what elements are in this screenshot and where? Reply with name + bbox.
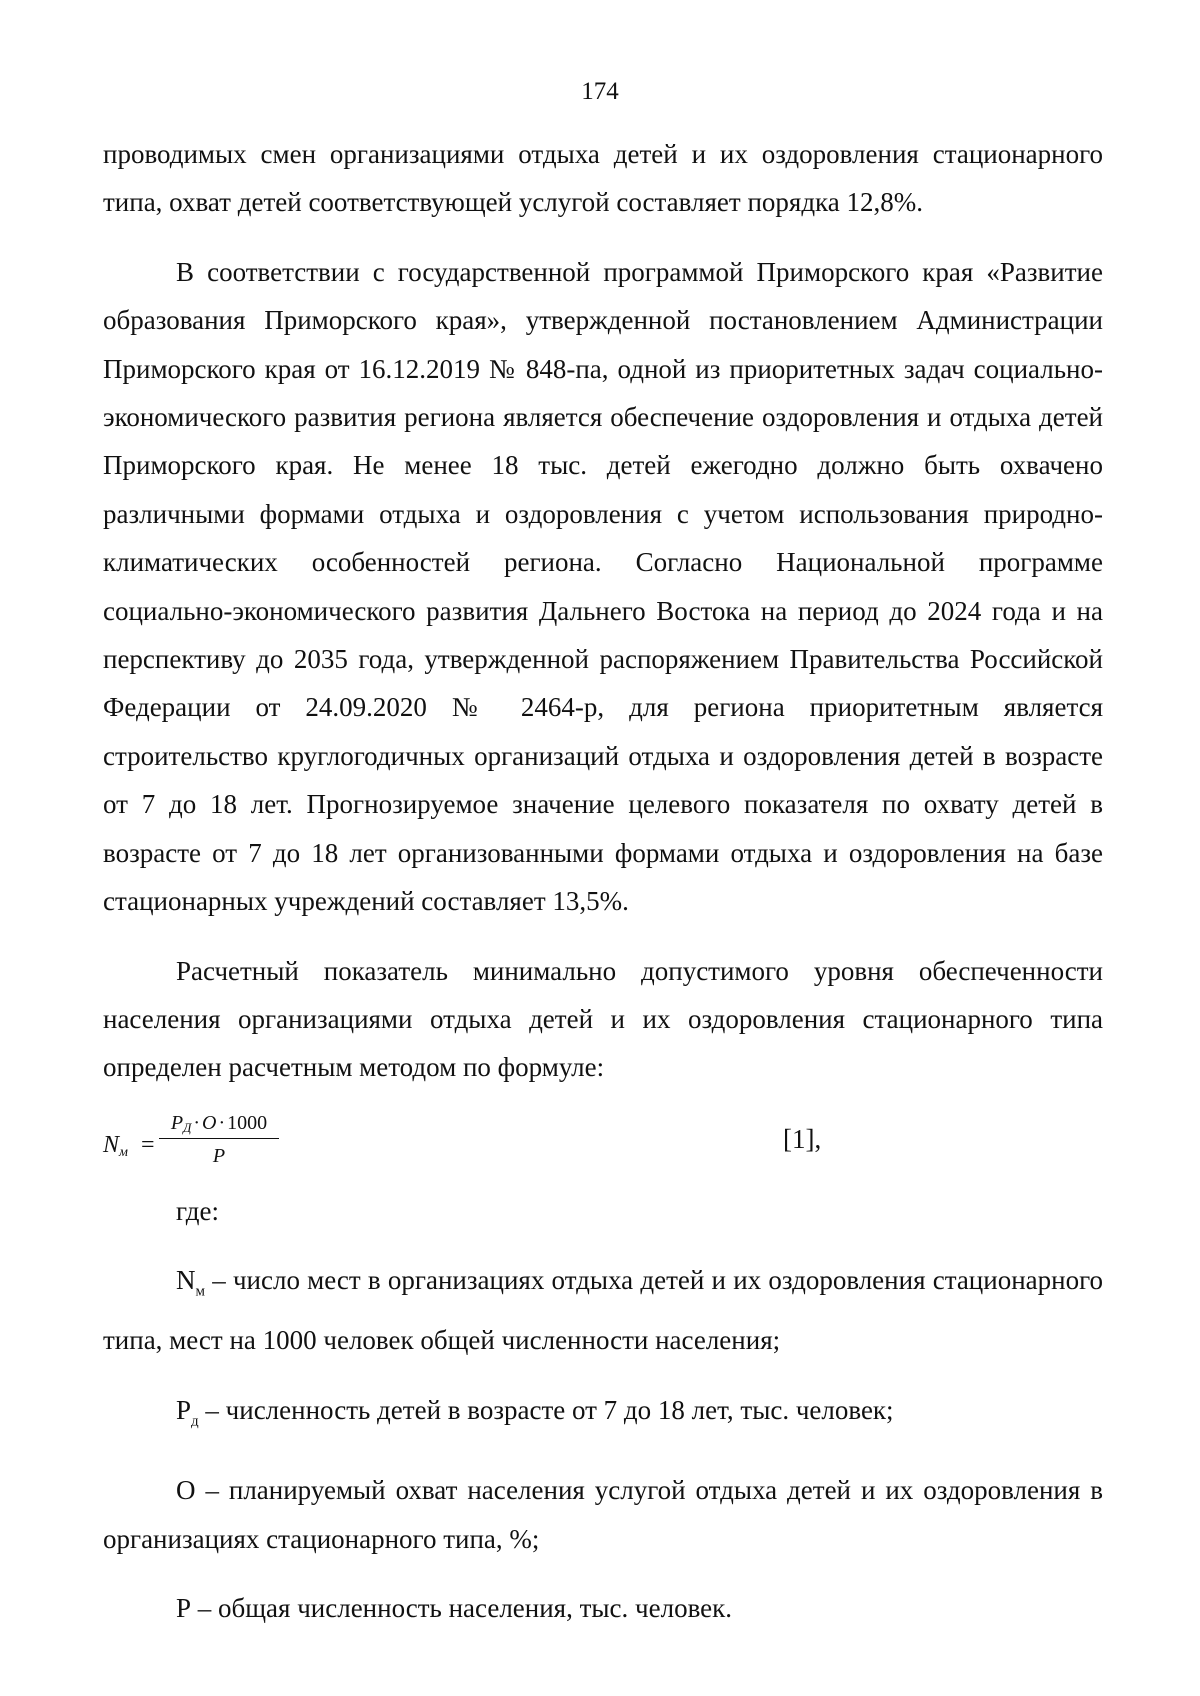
where-label: где: xyxy=(176,1196,219,1226)
paragraph-formula-intro: Расчетный показатель минимально допустимого уровня обеспеченности населения организациями отдыха детей и их оздоровления стационарного типа определен расчетным методом по формуле: xyxy=(103,955,1103,1083)
definition-pd: $Р_д$ – численность детей в возрасте от 7 до 18 лет, тыс. человек; xyxy=(176,1394,894,1429)
formula-equals: = xyxy=(141,1132,155,1158)
definition-o: О – планируемый охват населения услугой отдыха детей и их оздоровления в организациях стационарного типа, %; xyxy=(103,1475,1103,1554)
formula-numerator: $P_Д \cdot O \cdot 1000$ xyxy=(159,1112,279,1139)
formula-lhs: $N_м$ xyxy=(103,1132,128,1160)
body-text-top xyxy=(103,130,1103,1092)
definition-nm: $N_м$ – число мест в организациях отдыха детей и их оздоровления стационарного типа, мест на 1000 человек общей численности населения; xyxy=(103,1265,1103,1356)
paragraph-program: В соответствии с государственной программой Приморского края «Развитие образования Приморского края», утвержденной постановлением Администрации Приморского края от 16.12.2019 № 848-па, одной из приоритетных задач социально-экономического развития региона является обеспечение оздоровления и отдыха детей Приморского края. Не менее 18 тыс. детей ежегодно должно быть охвачено различными формами отдыха и оздоровления с учетом использования природно-климатических особенностей региона. Согласно Национальной программе социально-экономического развития Дальнего Востока на период до 2024 года и на перспективу до 2035 года, утвержденной распоряжением Правительства Российской Федерации от 24.09.2020 № 2464-р, для региона приоритетным является строительство круглогодичных организаций отдыха и оздоровления детей в возрасте от 7 до 18 лет. Прогнозируемое значение целевого показателя по охвату детей в возрасте от 7 до 18 лет организованными формами отдыха и оздоровления на базе стационарных учреждений составляет 13,5%. xyxy=(103,256,1103,917)
paragraph-continuation: проводимых смен организациями отдыха детей и их оздоровления стационарного типа, охват детей соответствующей услугой составляет порядка 12,8%. xyxy=(103,139,1103,218)
body-text-bottom xyxy=(103,1187,1103,1633)
page-number: 174 xyxy=(581,78,619,105)
formula xyxy=(103,1112,283,1172)
formula-number: [1], xyxy=(783,1124,822,1154)
definition-p: Р – общая численность населения, тыс. человек. xyxy=(176,1593,733,1624)
formula-denominator: P xyxy=(212,1145,226,1167)
